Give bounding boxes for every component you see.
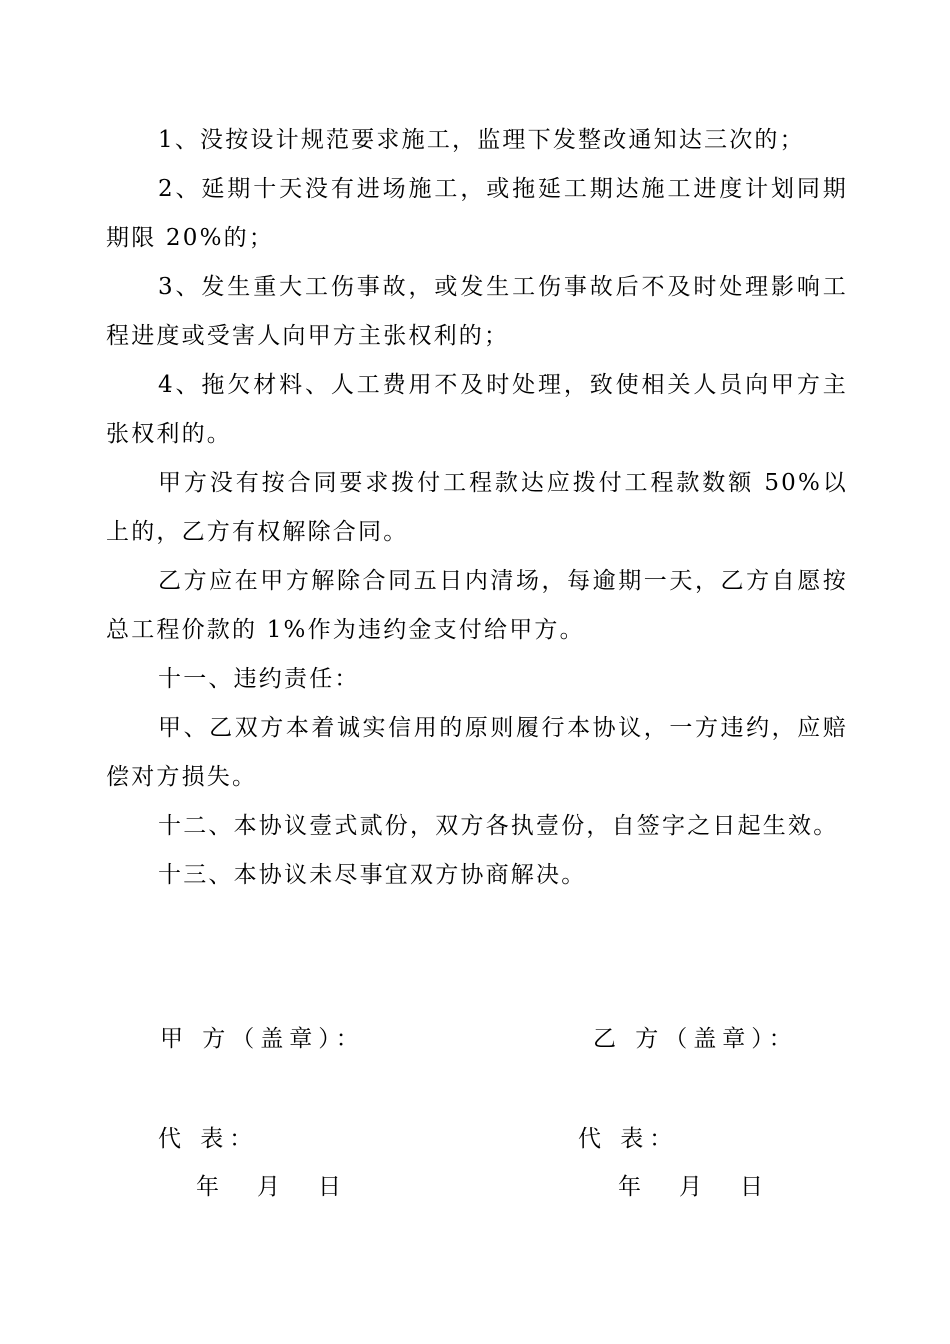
contract-body: [106, 116, 848, 900]
party-b-representative-label: 代 表：: [578, 1126, 679, 1152]
section-heading: 十一、违约责任：: [158, 666, 360, 692]
year-label: 年: [196, 1174, 219, 1200]
clause-paragraph: 2、延期十天没有进场施工，或拖延工期达施工进度计划同期期限 20%的；: [106, 176, 848, 251]
party-a-seal-label: 甲 方（盖章）：: [160, 1026, 365, 1052]
clause-paragraph: 3、发生重大工伤事故，或发生工伤事故后不及时处理影响工程进度或受害人向甲方主张权利的；: [106, 274, 848, 349]
clause-paragraph: 甲方没有按合同要求拨付工程款达应拨付工程款数额 50%以上的，乙方有权解除合同。: [106, 470, 848, 545]
month-label: 月: [257, 1174, 280, 1200]
clause-paragraph: 乙方应在甲方解除合同五日内清场，每逾期一天，乙方自愿按总工程价款的 1%作为违约金支付给甲方。: [106, 568, 848, 643]
day-label: 日: [740, 1174, 763, 1200]
clause-paragraph: 十二、本协议壹式贰份，双方各执壹份，自签字之日起生效。: [158, 813, 839, 839]
day-label: 日: [318, 1174, 341, 1200]
party-b-date-line: [618, 1168, 763, 1201]
clause-paragraph: 甲、乙双方本着诚实信用的原则履行本协议，一方违约，应赔偿对方损失。: [106, 715, 848, 790]
clause-paragraph: 十三、本协议未尽事宜双方协商解决。: [158, 862, 587, 888]
year-label: 年: [618, 1174, 641, 1200]
clause-paragraph: 4、拖欠材料、人工费用不及时处理，致使相关人员向甲方主张权利的。: [106, 372, 848, 447]
party-a-date-line: [196, 1168, 341, 1201]
clause-paragraph: 1、没按设计规范要求施工，监理下发整改通知达三次的；: [158, 127, 805, 153]
party-b-seal-label: 乙 方（盖章）：: [593, 1026, 798, 1052]
party-a-representative-label: 代 表：: [158, 1126, 259, 1152]
month-label: 月: [679, 1174, 702, 1200]
